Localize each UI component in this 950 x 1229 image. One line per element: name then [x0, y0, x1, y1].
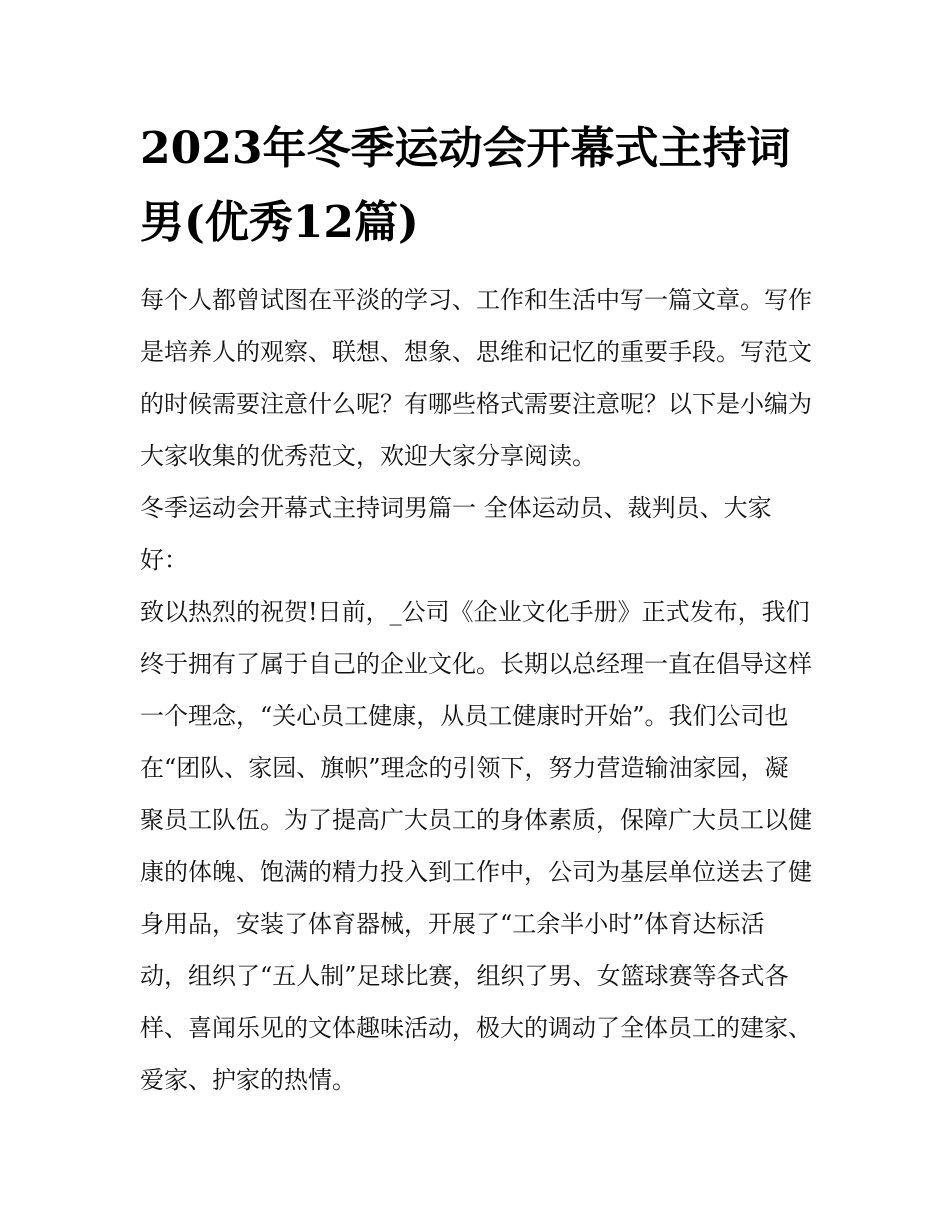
document-body: [140, 112, 812, 1106]
section-heading-paragraph: 冬季运动会开幕式主持词男篇一 全体运动员、裁判员、大家好：: [140, 494, 772, 574]
intro-paragraph: 每个人都曾试图在平淡的学习、工作和生活中写一篇文章。写作是培养人的观察、联想、想象、思维和记忆的重要手段。写范文的时候需要注意什么呢？有哪些格式需要注意呢？以下是小编为大家收集的优秀范文，欢迎大家分享阅读。: [140, 286, 812, 470]
document-title: 2023年冬季运动会开幕式主持词男(优秀12篇): [140, 123, 791, 248]
body-paragraph: 致以热烈的祝贺!日前，_公司《企业文化手册》正式发布，我们终于拥有了属于自己的企业文化。长期以总经理一直在倡导这样一个理念，“关心员工健康，从员工健康时开始”。我们公司也在“团队、家园、旗帜”理念的引领下，努力营造输油家园，凝聚员工队伍。为了提高广大员工的身体素质，保障广大员工以健康的体魄、饱满的精力投入到工作中，公司为基层单位送去了健身用品，安装了体育器械，开展了“工余半小时”体育达标活动，组织了“五人制”足球比赛，组织了男、女篮球赛等各式各样、喜闻乐见的文体趣味活动，极大的调动了全体员工的建家、爱家、护家的热情。: [140, 598, 812, 1094]
